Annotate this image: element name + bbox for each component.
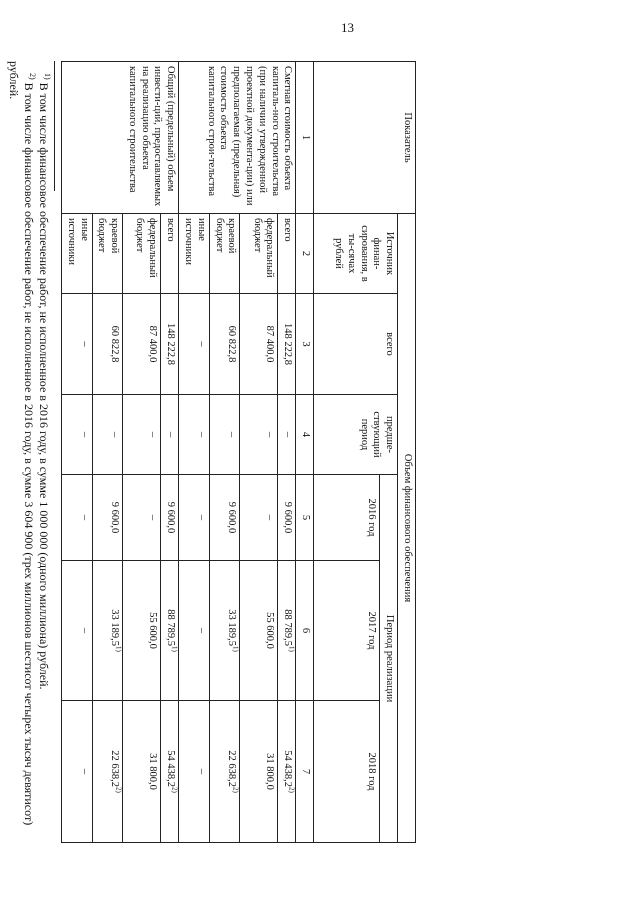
- footnote-ref: 2): [231, 786, 240, 793]
- year-2017-cell: [278, 561, 296, 701]
- prior-cell: [240, 395, 278, 475]
- rotated-table-page: [0, 61, 416, 842]
- year-2017-cell: [240, 561, 278, 701]
- table-row: [161, 62, 179, 843]
- header-source: Источник финан-сирования, в ты-сячах рублей: [314, 214, 398, 294]
- total-cell: [161, 294, 179, 395]
- footnote-text: В том числе финансовое обеспечение работ, не исполненное в 2016 году, в сумме 1 000 000 (одного миллиона) рублей.: [37, 82, 52, 690]
- year-2016-cell-value: 9 600,0: [109, 501, 121, 534]
- footnote: [36, 61, 51, 842]
- total-cell-value: 60 822,8: [226, 325, 238, 363]
- year-2017-cell: [179, 561, 210, 701]
- year-2017-cell-value: 33 189,5: [226, 609, 238, 646]
- source-cell-value: иные источники: [65, 218, 90, 265]
- footnote-ref: 1): [287, 645, 296, 652]
- year-2018-cell-value: 22 638,2: [226, 750, 238, 787]
- prior-cell-value: –: [78, 431, 90, 438]
- prior-cell: [123, 395, 161, 475]
- footnote-ref: 1): [170, 645, 179, 652]
- column-number: 4: [296, 395, 314, 475]
- footnote-ref: 2): [287, 786, 296, 793]
- source-cell: [240, 214, 278, 294]
- table-row: [278, 62, 296, 843]
- year-2017-cell: [92, 561, 123, 701]
- prior-cell: [62, 395, 93, 475]
- year-2017-cell: [62, 561, 93, 701]
- column-number: 2: [296, 214, 314, 294]
- header-funding-volume: Объем финансового обеспечения: [398, 214, 416, 843]
- column-number: 1: [296, 62, 314, 214]
- funding-table: [61, 61, 416, 843]
- total-cell: [92, 294, 123, 395]
- header-year: 2016 год: [314, 475, 380, 561]
- column-number: 7: [296, 701, 314, 843]
- prior-cell: [92, 395, 123, 475]
- footnote: [6, 61, 36, 842]
- year-2018-cell: [62, 701, 93, 843]
- prior-cell-value: –: [282, 431, 294, 438]
- column-number: 6: [296, 561, 314, 701]
- header-implementation-period: Период реализации: [380, 475, 398, 843]
- total-cell-value: 87 400,0: [147, 325, 159, 363]
- year-2016-cell: [278, 475, 296, 561]
- source-cell-value: краевой бюджет: [213, 218, 238, 254]
- source-cell: [161, 214, 179, 294]
- year-2017-cell-value: 55 600,0: [147, 612, 159, 649]
- prior-cell: [179, 395, 210, 475]
- year-2016-cell: [123, 475, 161, 561]
- source-cell-value: краевой бюджет: [96, 218, 121, 254]
- total-cell: [179, 294, 210, 395]
- total-cell-value: –: [195, 341, 207, 347]
- total-cell-value: 148 222,8: [282, 323, 294, 365]
- total-cell-value: 148 222,8: [165, 323, 177, 365]
- year-2017-cell-value: 55 600,0: [264, 612, 276, 649]
- year-2016-cell: [209, 475, 240, 561]
- prior-cell-value: –: [264, 431, 276, 438]
- footnote-marker: 1): [43, 73, 53, 80]
- footnote-separator: [54, 61, 55, 191]
- total-cell-value: –: [78, 341, 90, 347]
- year-2018-cell-value: 54 438,2: [282, 750, 294, 787]
- total-cell: [209, 294, 240, 395]
- indicator-cell: Сметная стоимость объекта капиталь-ного строительства (при наличии утвержденной проектной документа-ции) или предполагаемая (предельная) стоимость объекта капитального строи-тельства: [179, 62, 296, 214]
- total-cell-value: 87 400,0: [264, 325, 276, 363]
- header-year: 2018 год: [314, 701, 380, 843]
- year-2017-cell: [161, 561, 179, 701]
- year-2016-cell-value: –: [147, 514, 159, 521]
- year-2018-cell-value: 54 438,2: [165, 750, 177, 787]
- prior-cell-value: –: [165, 431, 177, 438]
- source-cell-value: федеральный бюджет: [251, 218, 276, 278]
- source-cell: [179, 214, 210, 294]
- year-2017-cell-value: –: [195, 627, 207, 634]
- year-2016-cell: [179, 475, 210, 561]
- year-2016-cell-value: 9 600,0: [226, 501, 238, 534]
- year-2018-cell: [179, 701, 210, 843]
- total-cell: [278, 294, 296, 395]
- year-2018-cell-value: 31 800,0: [264, 753, 276, 790]
- source-cell-value: всего: [165, 218, 177, 242]
- year-2017-cell-value: –: [78, 627, 90, 634]
- year-2016-cell: [240, 475, 278, 561]
- header-year: 2017 год: [314, 561, 380, 701]
- year-2017-cell-value: 88 789,5: [282, 609, 294, 646]
- source-cell: [92, 214, 123, 294]
- prior-cell-value: –: [195, 431, 207, 438]
- page-number: 13: [341, 20, 354, 35]
- year-2018-cell: [92, 701, 123, 843]
- year-2016-cell-value: 9 600,0: [282, 501, 294, 534]
- total-cell-value: 60 822,8: [109, 325, 121, 363]
- year-2016-cell: [92, 475, 123, 561]
- source-cell: [62, 214, 93, 294]
- year-2018-cell-value: –: [195, 768, 207, 775]
- year-2016-cell: [62, 475, 93, 561]
- prior-cell-value: –: [226, 431, 238, 438]
- prior-cell-value: –: [109, 431, 121, 438]
- year-2018-cell: [209, 701, 240, 843]
- year-2018-cell: [123, 701, 161, 843]
- year-2017-cell: [209, 561, 240, 701]
- footnote-ref: 1): [114, 645, 123, 652]
- footnote-marker: 2): [28, 73, 38, 80]
- year-2018-cell-value: –: [78, 768, 90, 775]
- prior-cell-value: –: [147, 431, 159, 438]
- indicator-cell: Общий (предельный) объем инвести-ций, предоставляемых на реализацию объекта капитального строительства: [62, 62, 179, 214]
- year-2018-cell: [278, 701, 296, 843]
- header-total: всего: [314, 294, 398, 395]
- year-2016-cell: [161, 475, 179, 561]
- prior-cell: [209, 395, 240, 475]
- source-cell-value: федеральный бюджет: [134, 218, 159, 278]
- year-2016-cell-value: –: [195, 514, 207, 521]
- source-cell: [123, 214, 161, 294]
- year-2018-cell-value: 31 800,0: [147, 753, 159, 790]
- year-2018-cell: [240, 701, 278, 843]
- year-2018-cell-value: 22 638,2: [109, 750, 121, 787]
- source-cell-value: всего: [282, 218, 294, 242]
- prior-cell: [161, 395, 179, 475]
- column-number: 5: [296, 475, 314, 561]
- source-cell-value: иные источники: [183, 218, 207, 265]
- year-2016-cell-value: 9 600,0: [165, 501, 177, 534]
- year-2017-cell: [123, 561, 161, 701]
- footnotes: [6, 61, 51, 842]
- year-2018-cell: [161, 701, 179, 843]
- header-indicator: Показатель: [314, 62, 416, 214]
- total-cell: [123, 294, 161, 395]
- total-cell: [62, 294, 93, 395]
- footnote-ref: 2): [170, 786, 179, 793]
- year-2017-cell-value: 33 189,5: [109, 609, 121, 646]
- prior-cell: [278, 395, 296, 475]
- footnote-ref: 1): [231, 645, 240, 652]
- year-2017-cell-value: 88 789,5: [165, 609, 177, 646]
- header-prior-period: предше-ствующий период: [314, 395, 398, 475]
- year-2016-cell-value: –: [264, 514, 276, 521]
- footnote-ref: 2): [114, 786, 123, 793]
- year-2016-cell-value: –: [78, 514, 90, 521]
- total-cell: [240, 294, 278, 395]
- source-cell: [209, 214, 240, 294]
- footnote-text: В том числе финансовое обеспечение работ, не исполненное в 2016 году, в сумме 3 604 900 (трех миллионов шестисот четырех тысяч девятисот) рублей.: [7, 61, 37, 826]
- column-number: 3: [296, 294, 314, 395]
- source-cell: [278, 214, 296, 294]
